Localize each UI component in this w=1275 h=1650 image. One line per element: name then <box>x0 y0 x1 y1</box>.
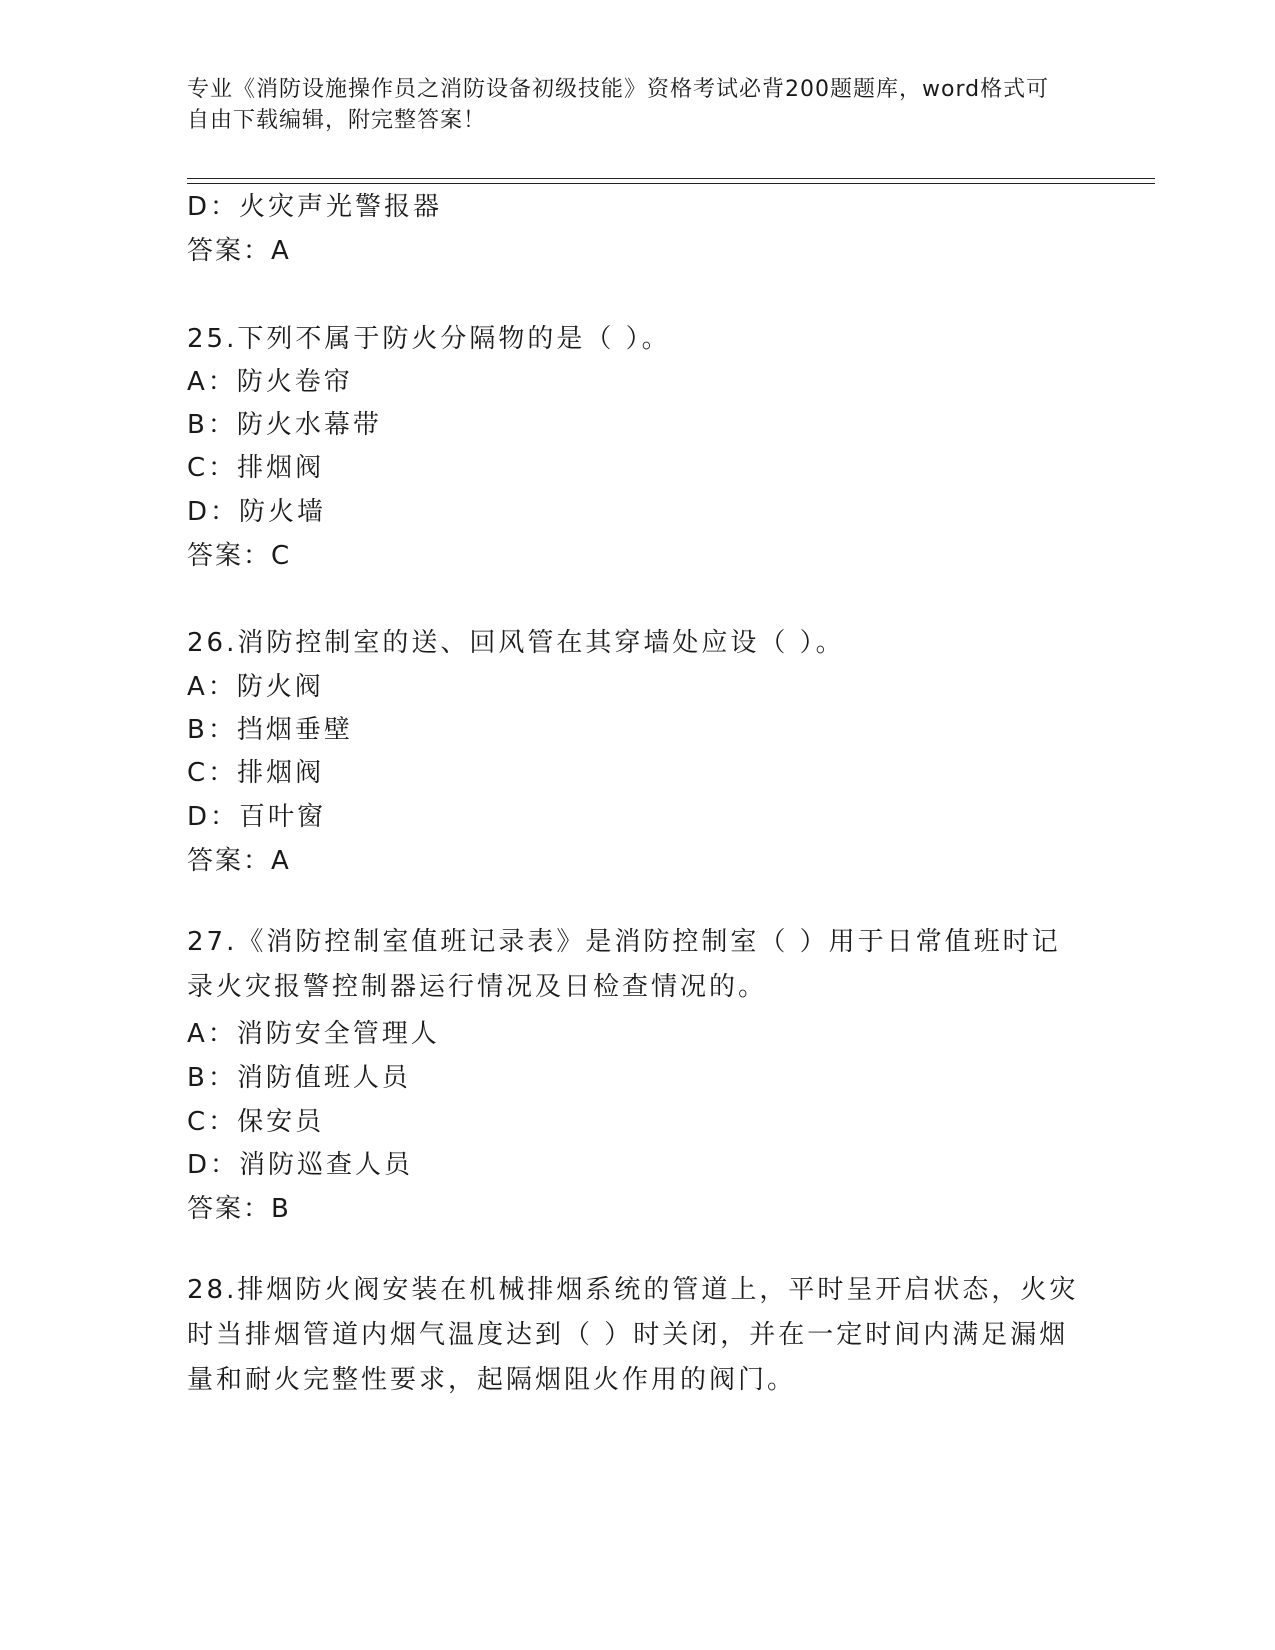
header-divider-top <box>187 178 1155 179</box>
question-27-stem: 27.《消防控制室值班记录表》是消防控制室（ ）用于日常值班时记录火灾报警控制器运行情况及日检查情况的。 <box>187 927 1061 1002</box>
question-26-option-b: B：挡烟垂壁 <box>187 715 353 745</box>
question-25-stem: 25.下列不属于防火分隔物的是（ ）。 <box>187 324 671 354</box>
prev-question-option-d: D：火灾声光警报器 <box>187 192 443 222</box>
question-26-option-d: D：百叶窗 <box>187 802 327 832</box>
question-28-stem: 28.排烟防火阀安装在机械排烟系统的管道上，平时呈开启状态，火灾时当排烟管道内烟气温度达到（ ）时关闭，并在一定时间内满足漏烟量和耐火完整性要求，起隔烟阻火作用的阀门。 <box>187 1275 1079 1395</box>
question-27-option-a: A：消防安全管理人 <box>187 1019 440 1049</box>
question-25-answer: 答案：C <box>187 541 292 571</box>
header-divider-bottom <box>187 183 1155 184</box>
question-25-option-d: D：防火墙 <box>187 497 327 527</box>
question-27-option-b: B：消防值班人员 <box>187 1063 411 1093</box>
question-27-option-c: C：保安员 <box>187 1107 325 1137</box>
document-header: 专业《消防设施操作员之消防设备初级技能》资格考试必背200题题库，word格式可自由下载编辑，附完整答案！ <box>187 77 1050 133</box>
question-27-answer: 答案：B <box>187 1194 291 1224</box>
question-25-option-a: A：防火卷帘 <box>187 367 353 397</box>
question-27-option-d: D：消防巡查人员 <box>187 1150 414 1180</box>
question-26-option-c: C：排烟阀 <box>187 758 325 788</box>
question-26-option-a: A：防火阀 <box>187 672 324 702</box>
question-26-stem: 26.消防控制室的送、回风管在其穿墙处应设（ ）。 <box>187 628 845 658</box>
question-26-answer: 答案：A <box>187 846 291 876</box>
prev-question-answer: 答案：A <box>187 236 291 266</box>
question-25-option-c: C：排烟阀 <box>187 453 325 483</box>
question-25-option-b: B：防火水幕带 <box>187 410 382 440</box>
